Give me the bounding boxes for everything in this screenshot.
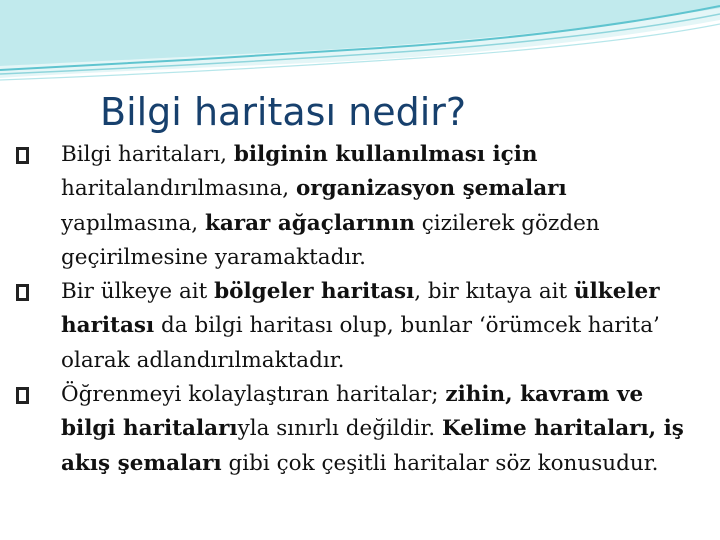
bold-text-segment: karar ağaçlarının [204,210,415,236]
missing-glyph-box-icon [16,138,61,175]
text-segment: çizilerek gözden geçirilmesine yaramaktadır. [61,210,600,270]
text-segment: yla sınırlı değildir. [237,416,442,442]
bold-text-segment: zihin, kavram ve bilgi haritaları [61,382,644,442]
header-wave-decoration [0,0,720,90]
missing-glyph-box-icon [16,378,61,415]
bold-text-segment: organizasyon şemaları [295,176,567,202]
bold-text-segment: bilginin kullanılması için [233,142,538,167]
slide-title: Bilgi haritası nedir? [100,90,467,134]
bold-text-segment: ülkeler haritası [61,279,660,339]
text-segment: , bir kıtaya ait [414,279,574,305]
text-segment: Bilgi haritaları, [61,142,234,167]
bullet-paragraph [16,138,696,275]
text-segment: Bir ülkeye ait [61,279,215,305]
text-segment: haritalandırılmasına, [61,176,296,202]
missing-glyph-box-icon [16,275,61,312]
bold-text-segment: Kelime haritaları, iş akış şemaları [61,416,684,476]
text-segment: gibi çok çeşitli haritalar söz konusudur. [221,450,659,476]
text-segment: da bilgi haritası olup, bunlar ‘örümcek harita’ olarak adlandırılmaktadır. [61,313,660,373]
bold-text-segment: bölgeler haritası [214,279,415,305]
text-segment: yapılmasına, [61,210,205,236]
bullet-paragraph [16,378,696,481]
text-segment: Öğrenmeyi kolaylaştıran haritalar; [61,382,446,408]
bullet-paragraph [16,275,696,378]
bullet-list [16,138,696,481]
